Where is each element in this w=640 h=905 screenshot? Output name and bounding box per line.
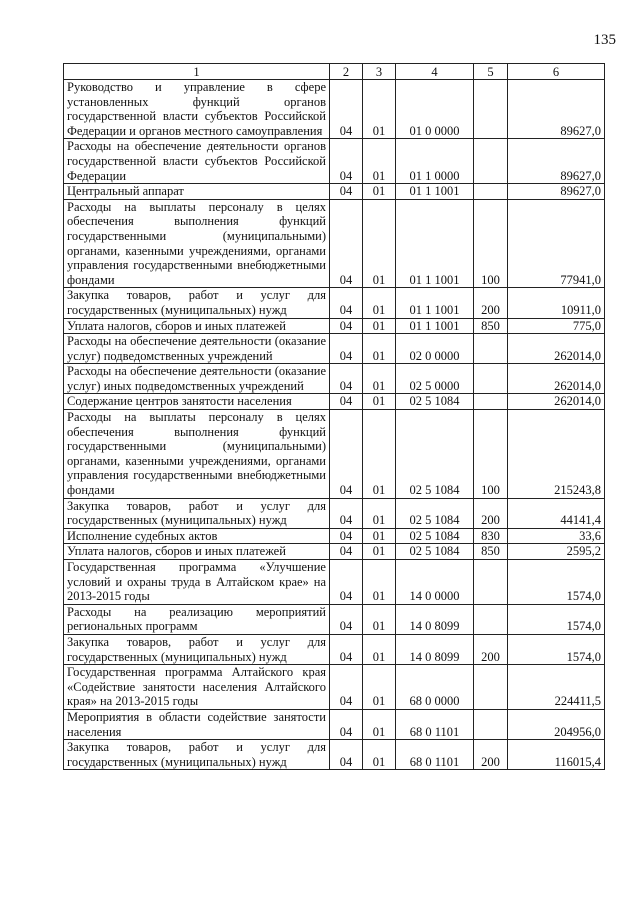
expense-type-cell [474, 139, 508, 184]
table-row [64, 740, 605, 770]
subsection-code-cell: 01 [363, 394, 396, 410]
table-row [64, 544, 605, 560]
column-header: 4 [396, 64, 474, 80]
table-row [64, 139, 605, 184]
target-article-cell: 02 5 0000 [396, 364, 474, 394]
target-article-cell: 14 0 8099 [396, 604, 474, 634]
expense-name-cell: Расходы на обеспечение деятельности органов государственной власти субъектов Российской Федерации [64, 139, 330, 184]
table-row [64, 410, 605, 499]
expense-type-cell [474, 184, 508, 200]
target-article-cell: 14 0 0000 [396, 560, 474, 605]
expense-type-cell: 200 [474, 498, 508, 528]
amount-cell: 1574,0 [508, 634, 605, 664]
subsection-code-cell: 01 [363, 634, 396, 664]
column-header: 6 [508, 64, 605, 80]
table-row [64, 80, 605, 139]
amount-cell: 262014,0 [508, 334, 605, 364]
expense-type-cell [474, 560, 508, 605]
target-article-cell: 02 5 1084 [396, 394, 474, 410]
target-article-cell: 14 0 8099 [396, 634, 474, 664]
amount-cell: 89627,0 [508, 80, 605, 139]
target-article-cell: 01 1 1001 [396, 318, 474, 334]
target-article-cell: 01 1 1001 [396, 199, 474, 288]
expense-name-cell: Содержание центров занятости населения [64, 394, 330, 410]
amount-cell: 89627,0 [508, 139, 605, 184]
subsection-code-cell: 01 [363, 410, 396, 499]
subsection-code-cell: 01 [363, 334, 396, 364]
table-row [64, 199, 605, 288]
table-row [64, 604, 605, 634]
section-code-cell: 04 [330, 199, 363, 288]
subsection-code-cell: 01 [363, 184, 396, 200]
subsection-code-cell: 01 [363, 288, 396, 318]
expense-name-cell: Закупка товаров, работ и услуг для государственных (муниципальных) нужд [64, 740, 330, 770]
amount-cell: 89627,0 [508, 184, 605, 200]
amount-cell: 262014,0 [508, 364, 605, 394]
amount-cell: 77941,0 [508, 199, 605, 288]
expense-type-cell: 830 [474, 528, 508, 544]
section-code-cell: 04 [330, 740, 363, 770]
column-header: 2 [330, 64, 363, 80]
target-article-cell: 01 1 0000 [396, 139, 474, 184]
table-row [64, 318, 605, 334]
subsection-code-cell: 01 [363, 560, 396, 605]
expense-type-cell [474, 709, 508, 739]
expense-name-cell: Расходы на реализацию мероприятий региональных программ [64, 604, 330, 634]
amount-cell: 262014,0 [508, 394, 605, 410]
expense-type-cell: 850 [474, 544, 508, 560]
subsection-code-cell: 01 [363, 318, 396, 334]
table-row [64, 394, 605, 410]
target-article-cell: 68 0 1101 [396, 740, 474, 770]
subsection-code-cell: 01 [363, 544, 396, 560]
amount-cell: 1574,0 [508, 604, 605, 634]
expense-name-cell: Уплата налогов, сборов и иных платежей [64, 544, 330, 560]
expense-name-cell: Уплата налогов, сборов и иных платежей [64, 318, 330, 334]
target-article-cell: 01 1 1001 [396, 288, 474, 318]
target-article-cell: 01 1 1001 [396, 184, 474, 200]
target-article-cell: 02 5 1084 [396, 528, 474, 544]
expense-name-cell: Руководство и управление в сфере установленных функций органов государственной власти субъектов Российской Федерации и органов местного самоуправления [64, 80, 330, 139]
page-number: 135 [593, 32, 616, 48]
expense-name-cell: Государственная программа Алтайского края «Содействие занятости населения Алтайского края» на 2013-2015 годы [64, 665, 330, 710]
expense-type-cell: 200 [474, 288, 508, 318]
section-code-cell: 04 [330, 634, 363, 664]
amount-cell: 33,6 [508, 528, 605, 544]
target-article-cell: 02 5 1084 [396, 498, 474, 528]
expense-type-cell: 200 [474, 740, 508, 770]
section-code-cell: 04 [330, 139, 363, 184]
expense-name-cell: Мероприятия в области содействие занятости населения [64, 709, 330, 739]
section-code-cell: 04 [330, 544, 363, 560]
expense-name-cell: Расходы на выплаты персоналу в целях обеспечения выполнения функций государственными (муниципальными) органами, казенными учреждениями, органами управления государственными внебюджетными фондами [64, 410, 330, 499]
subsection-code-cell: 01 [363, 740, 396, 770]
amount-cell: 44141,4 [508, 498, 605, 528]
table-row [64, 498, 605, 528]
target-article-cell: 02 5 1084 [396, 410, 474, 499]
expense-type-cell: 100 [474, 199, 508, 288]
section-code-cell: 04 [330, 184, 363, 200]
expense-name-cell: Закупка товаров, работ и услуг для государственных (муниципальных) нужд [64, 634, 330, 664]
column-header: 3 [363, 64, 396, 80]
table-row [64, 560, 605, 605]
expense-name-cell: Центральный аппарат [64, 184, 330, 200]
section-code-cell: 04 [330, 498, 363, 528]
amount-cell: 116015,4 [508, 740, 605, 770]
amount-cell: 204956,0 [508, 709, 605, 739]
section-code-cell: 04 [330, 394, 363, 410]
column-header: 5 [474, 64, 508, 80]
expense-type-cell [474, 604, 508, 634]
target-article-cell: 01 0 0000 [396, 80, 474, 139]
section-code-cell: 04 [330, 334, 363, 364]
subsection-code-cell: 01 [363, 139, 396, 184]
target-article-cell: 02 0 0000 [396, 334, 474, 364]
table-row [64, 364, 605, 394]
section-code-cell: 04 [330, 528, 363, 544]
table-row [64, 709, 605, 739]
amount-cell: 1574,0 [508, 560, 605, 605]
expense-name-cell: Расходы на выплаты персоналу в целях обеспечения выполнения функций государственными (муниципальными) органами, казенными учреждениями, органами управления государственными внебюджетными фондами [64, 199, 330, 288]
subsection-code-cell: 01 [363, 80, 396, 139]
subsection-code-cell: 01 [363, 199, 396, 288]
expense-type-cell: 100 [474, 410, 508, 499]
table-row [64, 528, 605, 544]
expense-type-cell [474, 364, 508, 394]
expense-type-cell: 850 [474, 318, 508, 334]
amount-cell: 215243,8 [508, 410, 605, 499]
expense-name-cell: Закупка товаров, работ и услуг для государственных (муниципальных) нужд [64, 288, 330, 318]
expense-name-cell: Исполнение судебных актов [64, 528, 330, 544]
section-code-cell: 04 [330, 604, 363, 634]
section-code-cell: 04 [330, 709, 363, 739]
expense-type-cell [474, 665, 508, 710]
table-row [64, 634, 605, 664]
subsection-code-cell: 01 [363, 528, 396, 544]
expense-type-cell [474, 394, 508, 410]
section-code-cell: 04 [330, 364, 363, 394]
column-header: 1 [64, 64, 330, 80]
subsection-code-cell: 01 [363, 665, 396, 710]
table-row [64, 288, 605, 318]
table-row [64, 334, 605, 364]
table-header-row [64, 64, 605, 80]
subsection-code-cell: 01 [363, 498, 396, 528]
expense-name-cell: Закупка товаров, работ и услуг для государственных (муниципальных) нужд [64, 498, 330, 528]
expense-type-cell: 200 [474, 634, 508, 664]
amount-cell: 224411,5 [508, 665, 605, 710]
amount-cell: 775,0 [508, 318, 605, 334]
section-code-cell: 04 [330, 560, 363, 605]
subsection-code-cell: 01 [363, 364, 396, 394]
section-code-cell: 04 [330, 410, 363, 499]
expense-type-cell [474, 80, 508, 139]
expense-name-cell: Расходы на обеспечение деятельности (оказание услуг) иных подведомственных учреждений [64, 364, 330, 394]
target-article-cell: 68 0 1101 [396, 709, 474, 739]
expense-name-cell: Государственная программа «Улучшение условий и охраны труда в Алтайском крае» на 2013-2015 годы [64, 560, 330, 605]
subsection-code-cell: 01 [363, 604, 396, 634]
expense-name-cell: Расходы на обеспечение деятельности (оказание услуг) подведомственных учреждений [64, 334, 330, 364]
table-row [64, 665, 605, 710]
subsection-code-cell: 01 [363, 709, 396, 739]
table-row [64, 184, 605, 200]
section-code-cell: 04 [330, 665, 363, 710]
target-article-cell: 02 5 1084 [396, 544, 474, 560]
amount-cell: 10911,0 [508, 288, 605, 318]
section-code-cell: 04 [330, 80, 363, 139]
section-code-cell: 04 [330, 318, 363, 334]
expense-type-cell [474, 334, 508, 364]
budget-table [63, 63, 605, 770]
amount-cell: 2595,2 [508, 544, 605, 560]
target-article-cell: 68 0 0000 [396, 665, 474, 710]
section-code-cell: 04 [330, 288, 363, 318]
